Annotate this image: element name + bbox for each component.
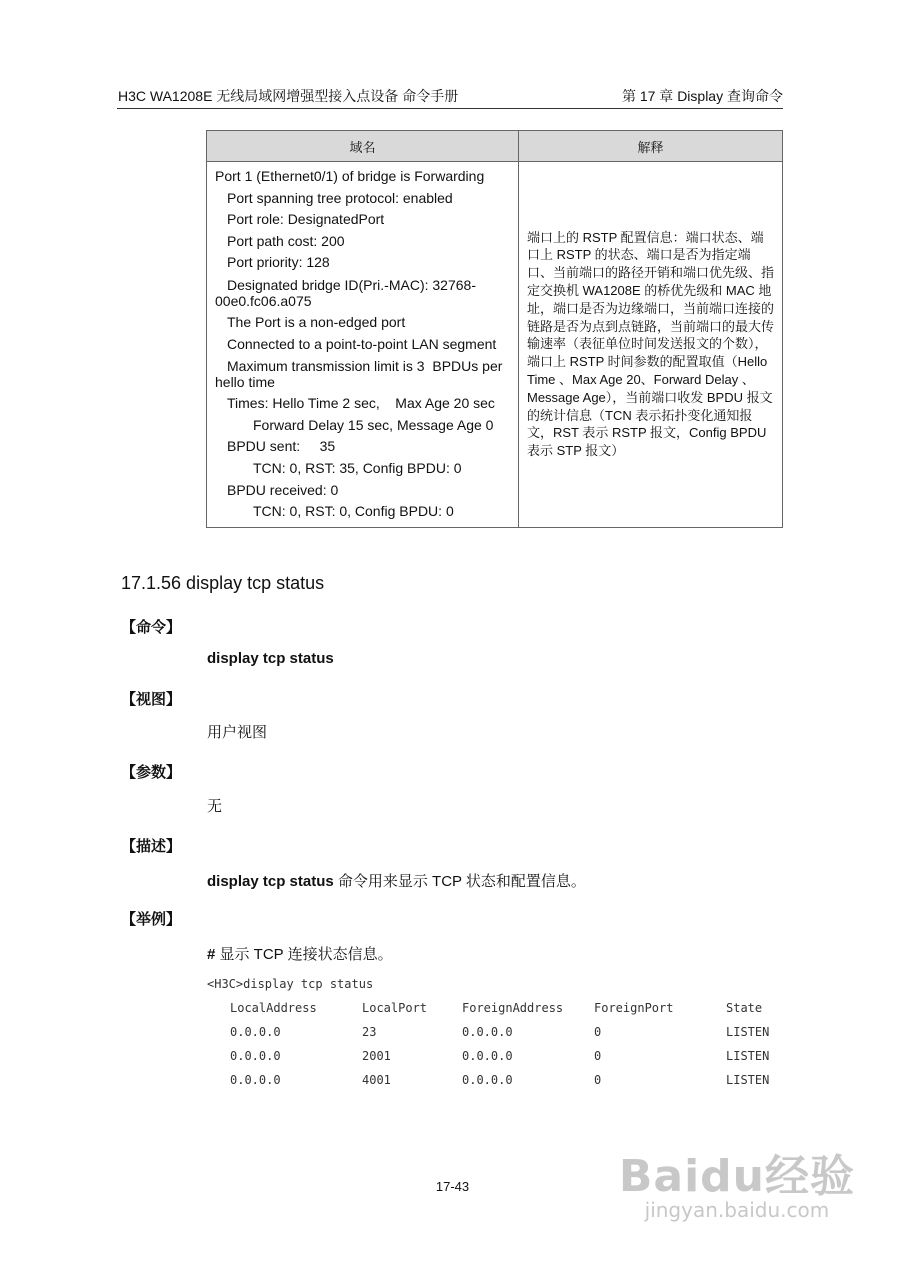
header-divider <box>117 108 783 109</box>
field-line: Port 1 (Ethernet0/1) of bridge is Forwarding <box>215 168 485 184</box>
table-header-explanation: 解释 <box>519 131 783 162</box>
table-cell: 0.0.0.0 <box>462 1025 513 1039</box>
table-cell: LISTEN <box>726 1049 770 1063</box>
example-prompt: <H3C>display tcp status <box>207 977 374 991</box>
field-line: Port path cost: 200 <box>227 232 345 249</box>
table-cell: 0.0.0.0 <box>230 1049 281 1063</box>
table-cell: 4001 <box>362 1073 391 1087</box>
field-line: Port spanning tree protocol: enabled <box>227 189 453 206</box>
baidu-watermark <box>619 1140 855 1222</box>
col-header-local-address: LocalAddress <box>230 1001 317 1015</box>
field-cell <box>207 162 519 528</box>
page-number: 17-43 <box>435 1179 470 1194</box>
col-header-state: State <box>726 1001 763 1015</box>
field-line: BPDU received: 0 <box>227 481 339 498</box>
table-header-row <box>207 131 783 162</box>
params-label: 【参数】 <box>121 764 182 781</box>
field-line: Maximum transmission limit is 3 BPDUs per hello time <box>215 358 507 391</box>
header-right: 第 17 章 Display 查询命令 <box>621 88 783 104</box>
desc-label: 【描述】 <box>121 838 182 855</box>
col-header-local-port: LocalPort <box>362 1001 428 1015</box>
field-line: TCN: 0, RST: 0, Config BPDU: 0 <box>253 503 454 520</box>
field-line: TCN: 0, RST: 35, Config BPDU: 0 <box>253 459 462 476</box>
col-header-foreign-port: ForeignPort <box>594 1001 674 1015</box>
table-row <box>207 162 783 528</box>
example-hash: # <box>207 946 216 963</box>
command-text: display tcp status <box>207 650 334 667</box>
field-table <box>206 130 783 528</box>
example-text <box>207 943 393 964</box>
header-left: H3C WA1208E 无线局域网增强型接入点设备 命令手册 <box>118 88 459 104</box>
field-line: Connected to a point-to-point LAN segment <box>227 335 497 352</box>
field-line: Forward Delay 15 sec, Message Age 0 <box>253 416 494 433</box>
table-cell: 2001 <box>362 1049 391 1063</box>
table-cell: LISTEN <box>726 1025 770 1039</box>
field-line: Port role: DesignatedPort <box>227 211 385 228</box>
field-line: Designated bridge ID(Pri.-MAC): 32768-00e0.fc06.a075 <box>215 276 476 309</box>
table-cell: 0.0.0.0 <box>230 1025 281 1039</box>
table-cell: 23 <box>362 1025 377 1039</box>
table-cell: 0.0.0.0 <box>230 1073 281 1087</box>
field-line: The Port is a non-edged port <box>227 313 406 330</box>
explanation-cell: 端口上的 RSTP 配置信息：端口状态、端口上 RSTP 的状态、端口是否为指定端口、当前端口的路径开销和端口优先级、指定交换机 WA1208E 的桥优先级和 MAC 地址，端口是否为边缘端口，当前端口连接的链路是否为点到点链路，当前端口的最大传输速率（表征单位时间发送报文的个数），端口上 RSTP 时间参数的配置取值（Hello Time 、Max Age 20、Forward Delay 、Message Age），当前端口收发 BPDU 报文的统计信息（TCN 表示拓扑变化通知报文，RST 表示 RSTP 报文，Config BPDU 表示 STP 报文） <box>519 162 783 528</box>
field-line: Port priority: 128 <box>227 254 330 271</box>
table-cell: 0 <box>594 1073 602 1087</box>
watermark-logo: Baidu经验 <box>618 1151 855 1202</box>
desc-command: display tcp status <box>207 873 334 890</box>
table-cell: 0 <box>594 1049 602 1063</box>
desc-rest: 命令用来显示 TCP 状态和配置信息。 <box>333 873 586 890</box>
command-label: 【命令】 <box>121 619 182 636</box>
watermark-url: jingyan.baidu.com <box>644 1198 830 1222</box>
table-cell: LISTEN <box>726 1073 770 1087</box>
desc-text <box>207 870 586 891</box>
table-cell: 0.0.0.0 <box>462 1073 513 1087</box>
field-line: Times: Hello Time 2 sec, Max Age 20 sec <box>227 395 495 412</box>
field-line: BPDU sent: 35 <box>227 438 336 455</box>
col-header-foreign-address: ForeignAddress <box>462 1001 564 1015</box>
table-header-field: 域名 <box>207 131 519 162</box>
table-cell: 0 <box>594 1025 602 1039</box>
view-label: 【视图】 <box>121 691 182 708</box>
example-desc: 显示 TCP 连接状态信息。 <box>215 946 393 963</box>
view-text: 用户视图 <box>207 724 268 741</box>
params-text: 无 <box>207 798 223 815</box>
section-title: 17.1.56 display tcp status <box>121 573 325 593</box>
table-cell: 0.0.0.0 <box>462 1049 513 1063</box>
example-label: 【举例】 <box>121 911 182 928</box>
